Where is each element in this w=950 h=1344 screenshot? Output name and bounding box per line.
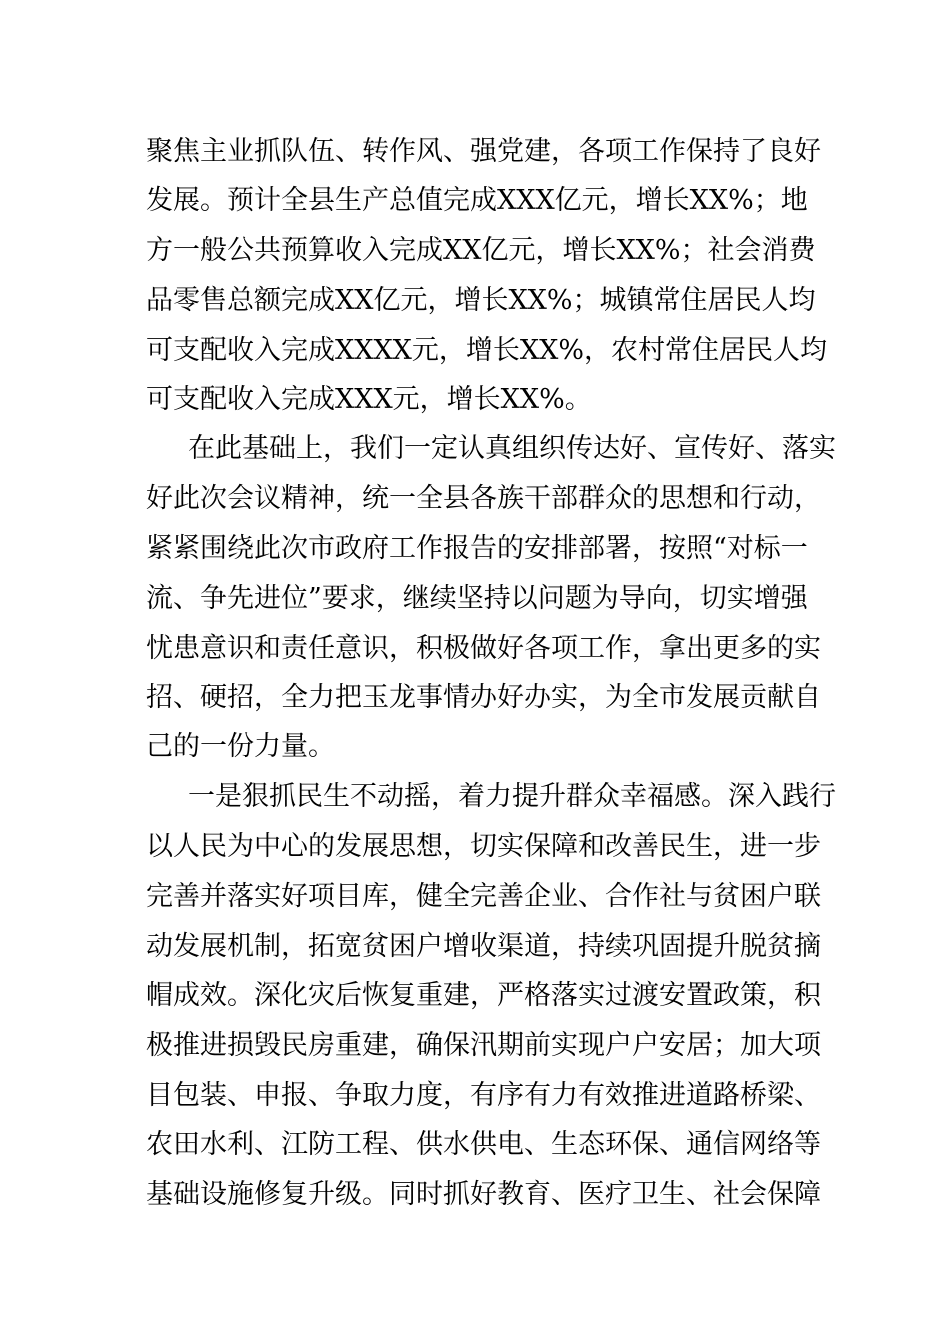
text-line: 以人民为中心的发展思想，切实保障和改善民生，进一步 xyxy=(146,831,821,862)
text-line: 动发展机制，拓宽贫困户增收渠道，持续巩固提升脱贫摘 xyxy=(146,931,821,962)
text-line: 可支配收入完成XXXX元，增长XX%，农村常住居民人均 xyxy=(146,335,827,366)
text-line: 极推进损毁民房重建，确保汛期前实现户户安居；加大项 xyxy=(146,1030,821,1061)
text-line: 目包装、申报、争取力度，有序有力有效推进道路桥梁、 xyxy=(146,1080,821,1111)
text-line: 流、争先进位”要求，继续坚持以问题为导向，切实增强 xyxy=(146,583,808,614)
text-line: 品零售总额完成XX亿元，增长XX%；城镇常住居民人均 xyxy=(146,285,816,316)
text-line: 农田水利、江防工程、供水供电、生态环保、通信网络等 xyxy=(146,1129,821,1160)
text-line: 基础设施修复升级。同时抓好教育、医疗卫生、社会保障 xyxy=(146,1179,821,1210)
text-line: 在此基础上，我们一定认真组织传达好、宣传好、落实 xyxy=(188,433,836,464)
text-line: 己的一份力量。 xyxy=(146,731,335,762)
text-line: 一是狠抓民生不动摇，着力提升群众幸福感。深入践行 xyxy=(188,781,836,812)
text-line: 好此次会议精神，统一全县各族干部群众的思想和行动， xyxy=(146,483,821,514)
text-line: 发展。预计全县生产总值完成XXX亿元，增长XX%；地 xyxy=(146,185,808,216)
text-line: 帽成效。深化灾后恢复重建，严格落实过渡安置政策，积 xyxy=(146,980,821,1011)
text-line: 聚焦主业抓队伍、转作风、强党建，各项工作保持了良好 xyxy=(146,136,821,167)
text-line: 方一般公共预算收入完成XX亿元，增长XX%；社会消费 xyxy=(146,235,816,266)
text-line: 可支配收入完成XXX元，增长XX%。 xyxy=(146,384,592,415)
text-line: 紧紧围绕此次市政府工作报告的安排部署，按照“对标一 xyxy=(146,533,808,564)
text-line: 招、硬招，全力把玉龙事情办好办实，为全市发展贡献自 xyxy=(146,682,821,713)
text-line: 完善并落实好项目库，健全完善企业、合作社与贫困户联 xyxy=(146,881,821,912)
text-line: 忧患意识和责任意识，积极做好各项工作，拿出更多的实 xyxy=(146,633,821,664)
